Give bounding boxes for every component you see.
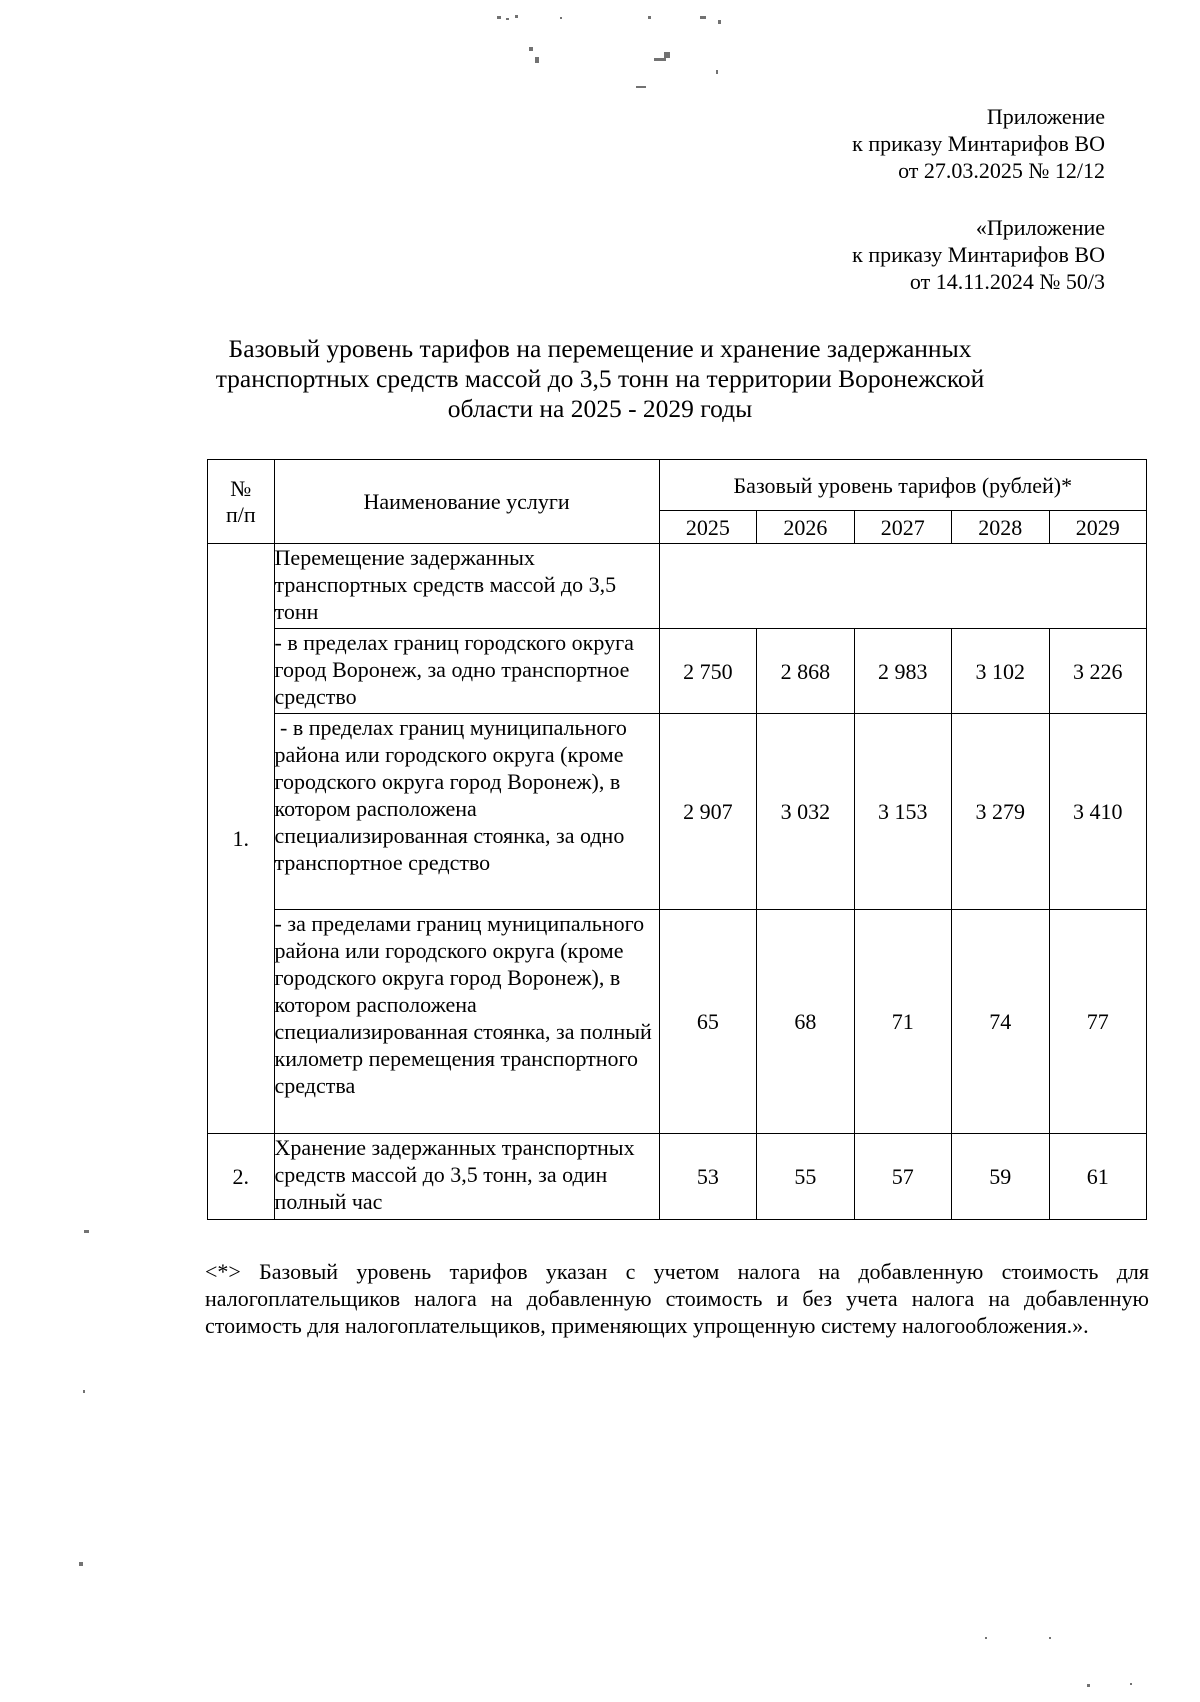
tariff-value: 2 868 bbox=[757, 629, 854, 714]
tariff-value: 77 bbox=[1049, 910, 1147, 1134]
year-header: 2027 bbox=[854, 511, 951, 544]
table-row-section-2 bbox=[208, 1134, 1147, 1220]
tariff-value: 2 750 bbox=[659, 629, 756, 714]
tariff-value: 2 907 bbox=[659, 714, 756, 910]
year-header: 2028 bbox=[952, 511, 1049, 544]
appendix-header bbox=[852, 103, 1105, 184]
tariff-value: 68 bbox=[757, 910, 854, 1134]
tariff-table bbox=[207, 459, 1147, 1220]
original-appendix-line: к приказу Минтарифов ВО bbox=[852, 242, 1105, 267]
service-name: - за пределами границ муниципального района или городского округа (кроме городского округа город Воронеж), в котором расположена специализированная стоянка, за полный километр перемещения транспортного средства bbox=[274, 910, 659, 1134]
original-appendix-header bbox=[852, 214, 1105, 295]
column-header-number: № п/п bbox=[208, 460, 275, 544]
tariff-value: 3 102 bbox=[952, 629, 1049, 714]
original-appendix-line: от 14.11.2024 № 50/3 bbox=[909, 269, 1105, 294]
tariff-value: 61 bbox=[1049, 1134, 1147, 1220]
tariff-value: 53 bbox=[659, 1134, 756, 1220]
service-name: - в пределах границ городского округа город Воронеж, за одно транспортное средство bbox=[274, 629, 659, 714]
empty-tariff-cell bbox=[659, 544, 1146, 629]
service-name: Перемещение задержанных транспортных средств массой до 3,5 тонн bbox=[274, 544, 659, 629]
table-header-row bbox=[208, 460, 1147, 511]
tariff-value: 71 bbox=[854, 910, 951, 1134]
row-number-2: 2. bbox=[208, 1134, 275, 1220]
service-name: - в пределах границ муниципального района или городского округа (кроме городского округа город Воронеж), в котором расположена специализированная стоянка, за одно транспортное средство bbox=[274, 714, 659, 910]
table-row bbox=[208, 629, 1147, 714]
appendix-header-line: Приложение bbox=[986, 104, 1105, 129]
column-header-tariff-group: Базовый уровень тарифов (рублей)* bbox=[659, 460, 1146, 511]
table-row bbox=[208, 714, 1147, 910]
appendix-header-line: к приказу Минтарифов ВО bbox=[852, 131, 1105, 156]
tariff-value: 3 279 bbox=[952, 714, 1049, 910]
tariff-value: 3 226 bbox=[1049, 629, 1147, 714]
tariff-value: 3 032 bbox=[757, 714, 854, 910]
year-header: 2029 bbox=[1049, 511, 1147, 544]
tariff-value: 3 153 bbox=[854, 714, 951, 910]
document-title: Базовый уровень тарифов на перемещение и хранение задержанных транспортных средств массой до 3,5 тонн на территории Воронежской области на 2025 - 2029 годы bbox=[215, 334, 985, 423]
table-row bbox=[208, 910, 1147, 1134]
table-row-section-1-title bbox=[208, 544, 1147, 629]
footnote: <*> Базовый уровень тарифов указан с учетом налога на добавленную стоимость для налогоплательщиков налога на добавленную стоимость и без учета налога на добавленную стоимость для налогоплательщиков, применяющих упрощенную систему налогообложения.». bbox=[205, 1259, 1149, 1338]
tariff-value: 59 bbox=[952, 1134, 1049, 1220]
tariff-value: 55 bbox=[757, 1134, 854, 1220]
tariff-value: 57 bbox=[854, 1134, 951, 1220]
row-number-1: 1. bbox=[208, 544, 275, 1134]
original-appendix-line: «Приложение bbox=[975, 215, 1105, 240]
tariff-value: 2 983 bbox=[854, 629, 951, 714]
appendix-header-line: от 27.03.2025 № 12/12 bbox=[898, 158, 1105, 183]
tariff-value: 3 410 bbox=[1049, 714, 1147, 910]
column-header-service: Наименование услуги bbox=[274, 460, 659, 544]
year-header: 2025 bbox=[659, 511, 756, 544]
tariff-value: 65 bbox=[659, 910, 756, 1134]
service-name: Хранение задержанных транспортных средств массой до 3,5 тонн, за один полный час bbox=[274, 1134, 659, 1220]
year-header: 2026 bbox=[757, 511, 854, 544]
tariff-value: 74 bbox=[952, 910, 1049, 1134]
